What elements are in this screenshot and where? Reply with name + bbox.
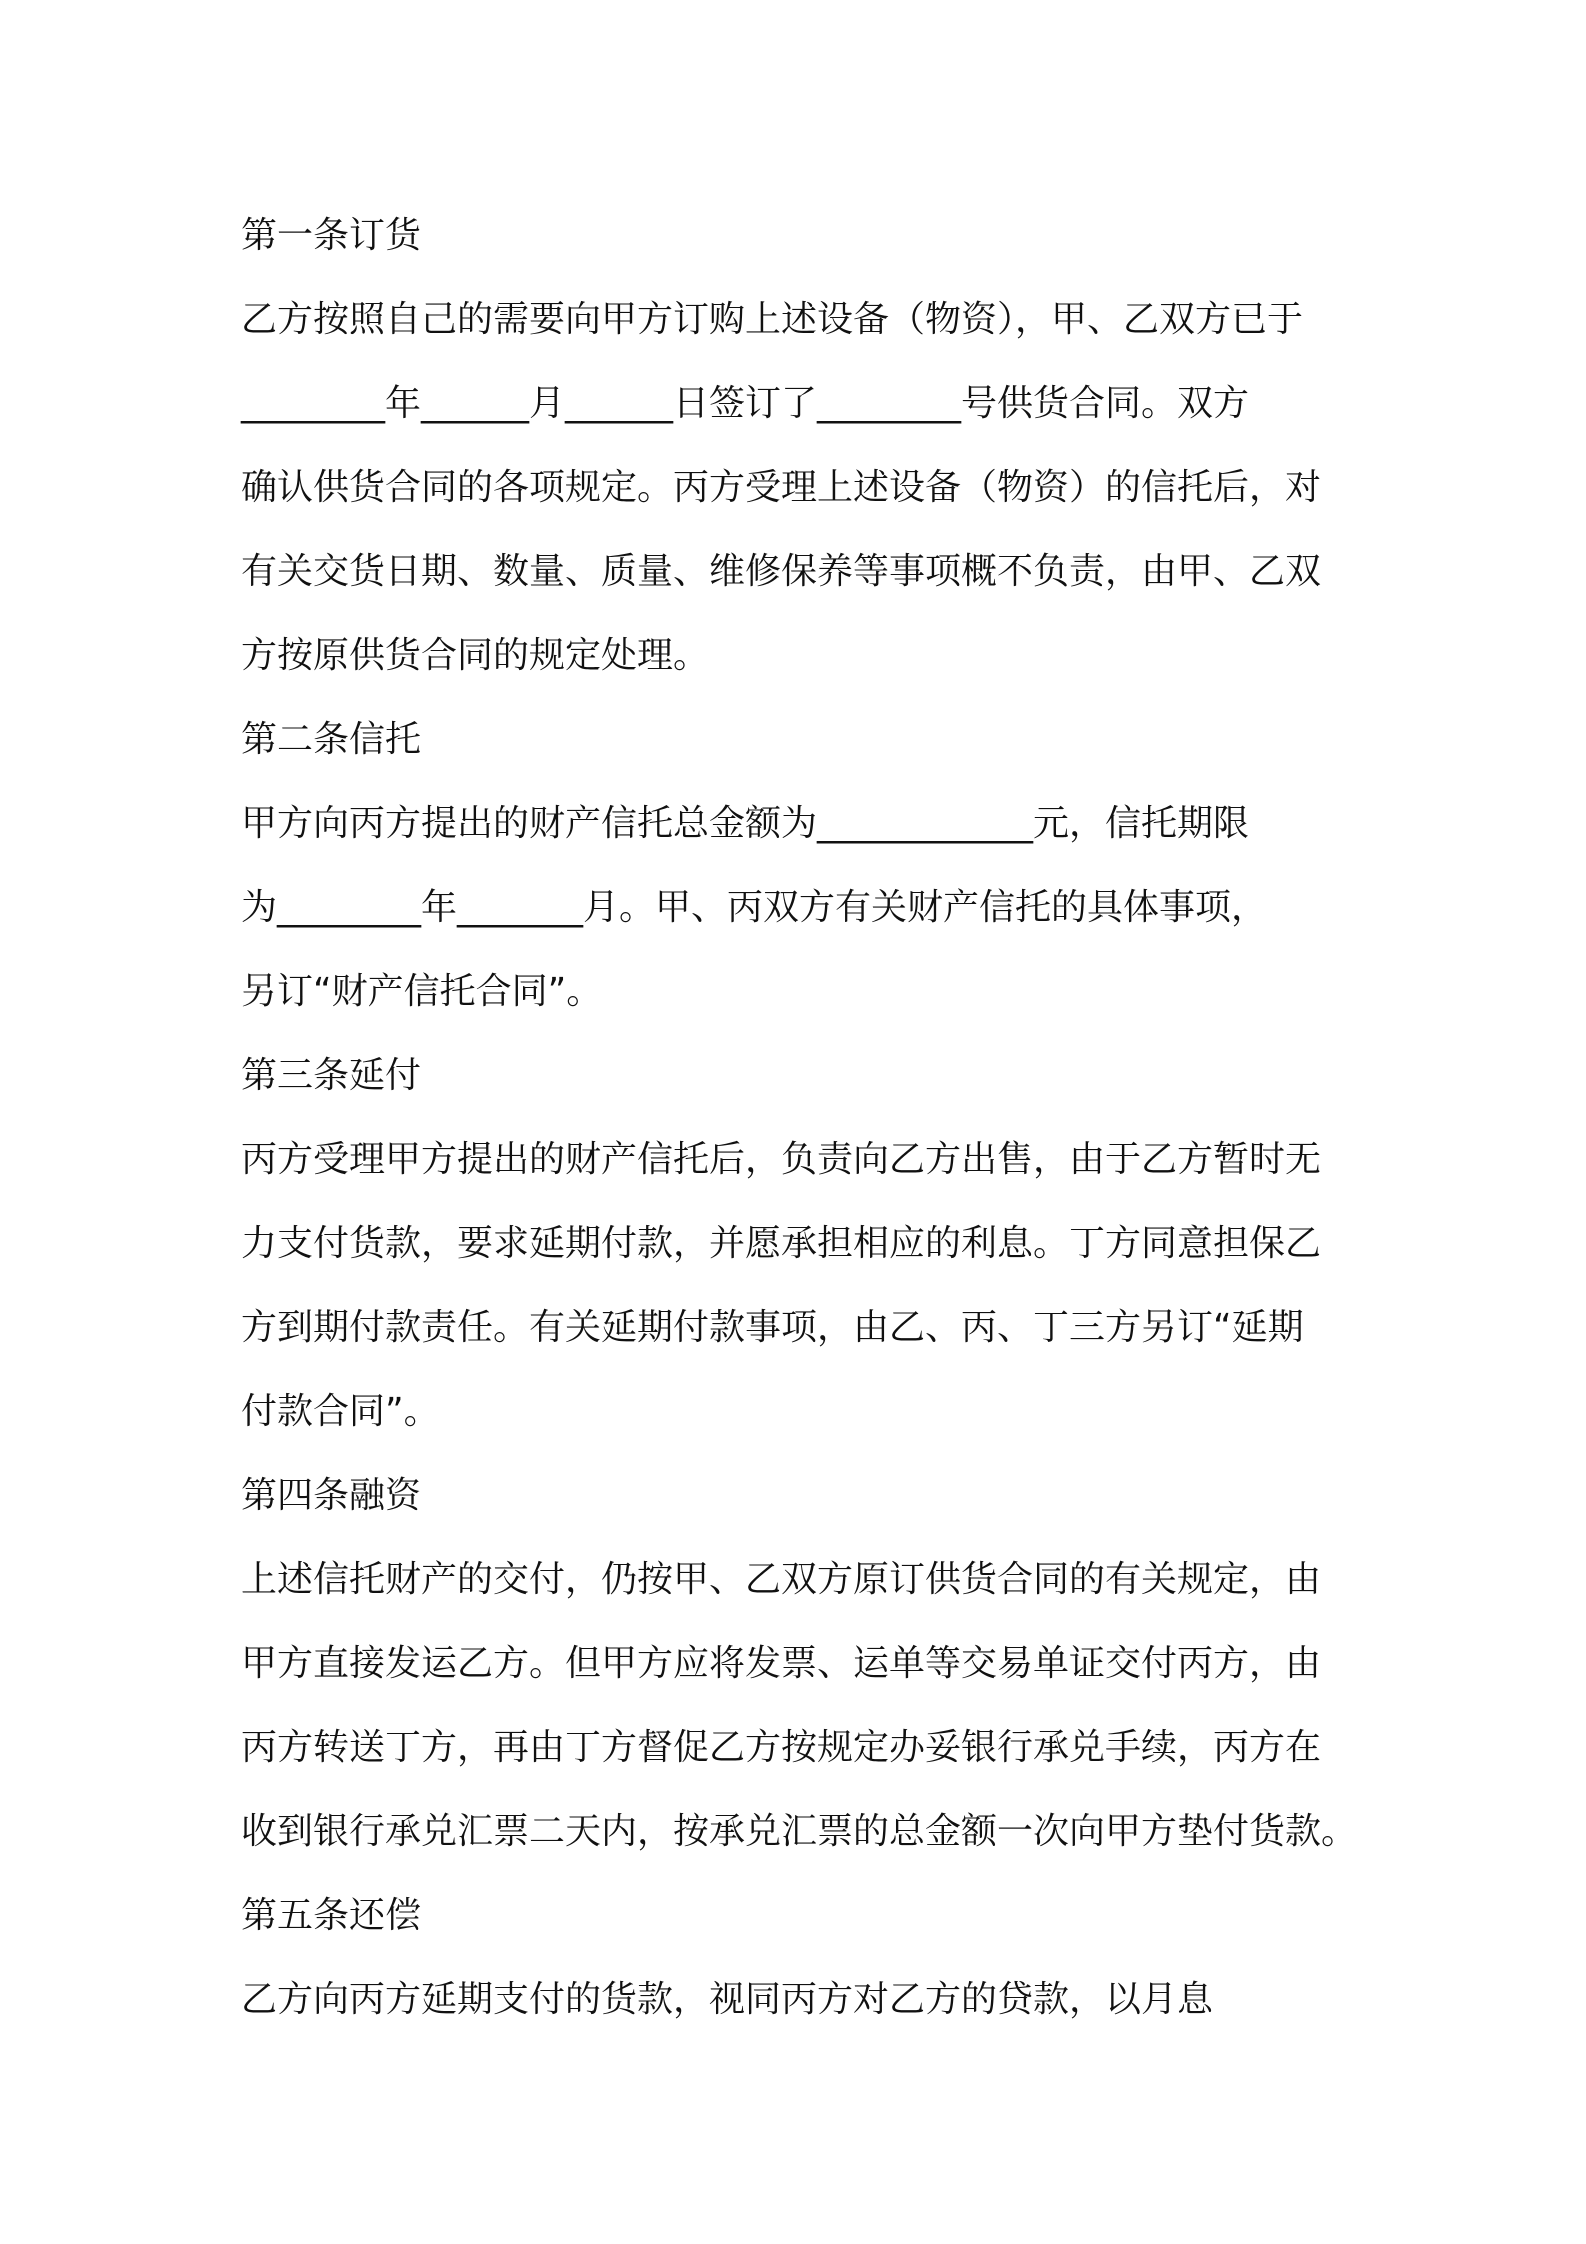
article-1-text-line-3: 确认供货合同的各项规定。丙方受理上述设备（物资）的信托后，对 [241,467,1322,508]
document-body [241,194,1361,2042]
article-2-text-line-3: 另订“财产信托合同”。 [241,971,603,1012]
article-3-text-line-2: 力支付货款，要求延期付款，并愿承担相应的利息。丁方同意担保乙 [241,1223,1322,1264]
article-4-text-line-3: 丙方转送丁方，再由丁方督促乙方按规定办妥银行承兑手续，丙方在 [241,1727,1322,1768]
article-1-text-line-5: 方按原供货合同的规定处理。 [241,635,710,676]
article-1-text-line-4: 有关交货日期、数量、质量、维修保养等事项概不负责，由甲、乙双 [241,551,1322,592]
article-3-text-line-1: 丙方受理甲方提出的财产信托后，负责向乙方出售，由于乙方暂时无 [241,1139,1322,1180]
article-4-text-line-4: 收到银行承兑汇票二天内，按承兑汇票的总金额一次向甲方垫付货款。 [241,1811,1358,1852]
article-1-heading: 第一条订货 [241,215,422,256]
article-5-text-line-1: 乙方向丙方延期支付的货款，视同丙方对乙方的贷款，以月息 [241,1979,1214,2020]
article-1-text-line-1: 乙方按照自己的需要向甲方订购上述设备（物资），甲、乙双方已于 [241,299,1304,340]
article-3-text-line-3: 方到期付款责任。有关延期付款事项，由乙、丙、丁三方另订“延期 [241,1307,1304,1348]
article-5-heading: 第五条还偿 [241,1895,422,1936]
article-1-text-line-2: ________年______月______日签订了________号供货合同。双方 [241,383,1250,424]
article-4-text-line-1: 上述信托财产的交付，仍按甲、乙双方原订供货合同的有关规定，由 [241,1559,1322,1600]
article-3-text-line-4: 付款合同”。 [241,1391,440,1432]
article-2-heading: 第二条信托 [241,719,422,760]
article-3-heading: 第三条延付 [241,1055,422,1096]
article-4-heading: 第四条融资 [241,1475,422,1516]
article-2-text-line-1: 甲方向丙方提出的财产信托总金额为____________元，信托期限 [241,803,1250,844]
article-2-text-line-2: 为________年_______月。甲、丙双方有关财产信托的具体事项， [241,887,1268,928]
article-4-text-line-2: 甲方直接发运乙方。但甲方应将发票、运单等交易单证交付丙方，由 [241,1643,1322,1684]
